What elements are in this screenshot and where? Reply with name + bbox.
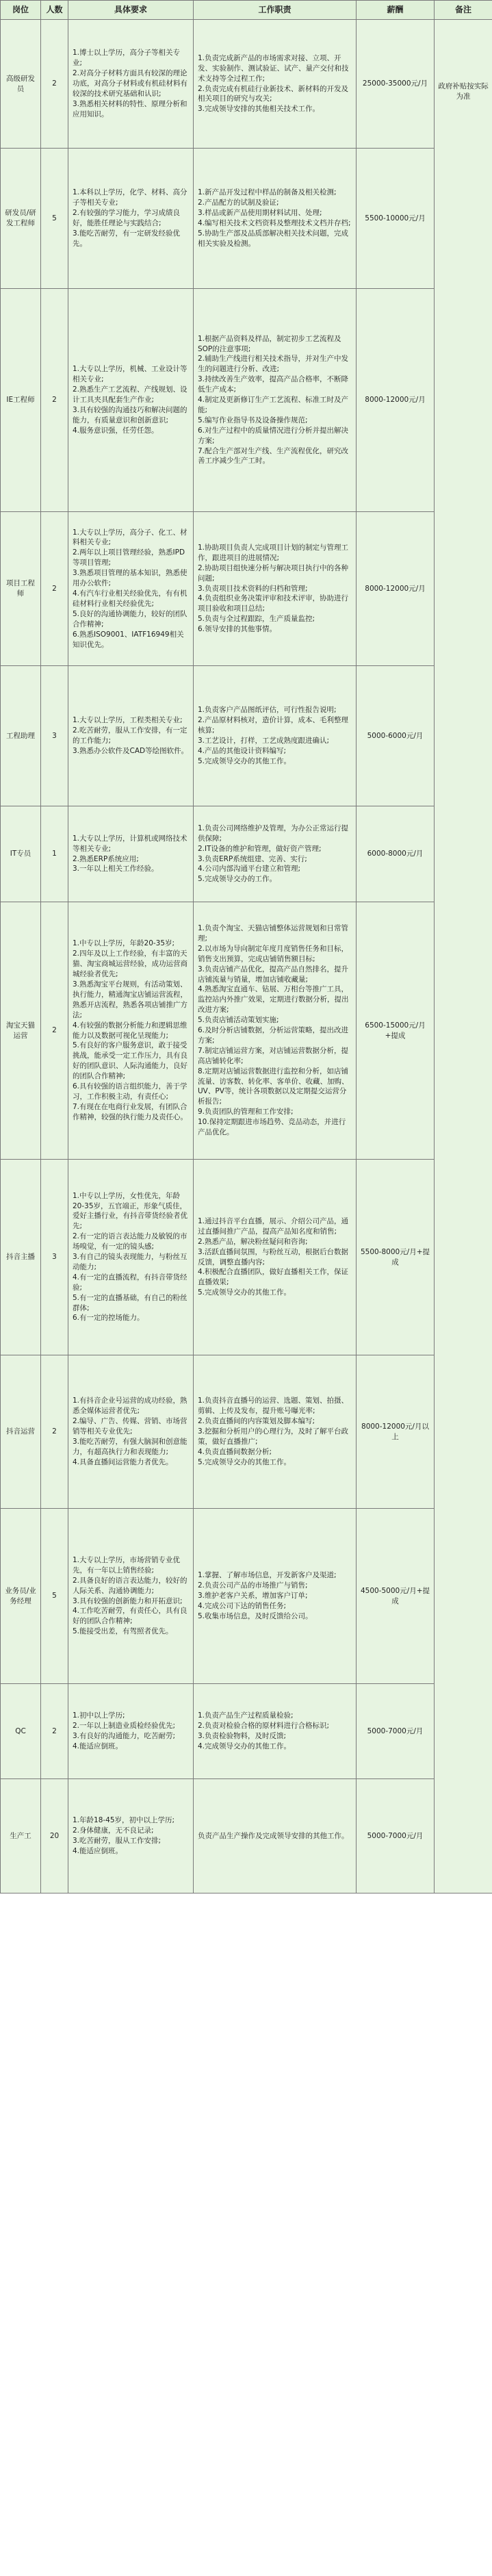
header-note: 备注 bbox=[435, 1, 492, 20]
requirements-cell bbox=[68, 806, 194, 902]
table-row bbox=[1, 1355, 492, 1509]
requirements-cell bbox=[68, 1160, 194, 1355]
position-cell: IE工程师 bbox=[1, 289, 41, 512]
position-cell: 淘宝天猫运营 bbox=[1, 902, 41, 1160]
count-cell: 2 bbox=[41, 1684, 68, 1779]
duties-cell bbox=[194, 806, 357, 902]
duty-line: 3.负责ERP系统组建、完善、实行; bbox=[198, 854, 307, 863]
requirement-line: 3.熟悉办公软件及CAD等绘图软件。 bbox=[73, 746, 189, 755]
requirement-line: 1.中专以上学历，女性优先，年龄20-35岁，五官端正，形象气质佳，爱好主播行业，有抖音带货经验者优先; bbox=[73, 1191, 187, 1231]
requirement-line: 3.熟悉相关材料的特性、原理分析和应用知识。 bbox=[73, 99, 187, 118]
table-row bbox=[1, 512, 492, 666]
requirement-line: 2.有较强的学习能力，学习成绩良好，能胜任理论与实践结合; bbox=[73, 209, 181, 227]
duty-line: 3.持续改善生产效率，提高产品合格率，不断降低生产成本; bbox=[198, 375, 349, 394]
requirement-line: 2.四年及以上工作经验，有丰富的天猫、淘宝商城运营经验，成功运营商城经验者优先; bbox=[73, 949, 187, 979]
salary-cell: 5000-7000元/月 bbox=[357, 1779, 435, 1893]
duty-line: 2.辅助生产线进行相关技术指导，并对生产中发生的问题进行分析、改进; bbox=[198, 355, 349, 374]
duty-line: 6.领导安排的其他事情。 bbox=[198, 625, 277, 634]
table-row bbox=[1, 1160, 492, 1355]
header-duties: 工作职责 bbox=[194, 1, 357, 20]
duty-line: 3.负责项目技术资料的归档和管理; bbox=[198, 584, 308, 593]
duty-line: 1.负责产品生产过程质量检验; bbox=[198, 1711, 294, 1720]
requirements-cell bbox=[68, 20, 194, 149]
requirements-cell bbox=[68, 1684, 194, 1779]
requirement-line: 6.熟悉ISO9001、IATF16949相关知识优先。 bbox=[73, 630, 184, 649]
table-row bbox=[1, 289, 492, 512]
requirement-line: 2.熟悉生产工艺流程、产线规划、设计工具夹具配套生产作业; bbox=[73, 385, 187, 405]
requirement-line: 1.大专以上学历，高分子、化工、材料相关专业; bbox=[73, 528, 187, 547]
duty-line: 1.负责个淘宝、天猫店铺整体运营规划和日常管理; bbox=[198, 923, 349, 943]
requirement-line: 2.具备良好的语言表达能力，较好的人际关系、沟通协调能力; bbox=[73, 1576, 187, 1595]
position-cell: 研发员/研发工程师 bbox=[1, 149, 41, 289]
requirements-cell bbox=[68, 1509, 194, 1684]
header-salary: 薪酬 bbox=[357, 1, 435, 20]
requirement-line: 1.大专以上学历，工程类相关专业; bbox=[73, 716, 183, 725]
requirement-line: 2.一年以上制造业质检经验优先; bbox=[73, 1722, 176, 1731]
duty-line: 2.熟悉产品，解决粉丝疑问和咨询; bbox=[198, 1237, 308, 1246]
position-cell: 抖音主播 bbox=[1, 1160, 41, 1355]
count-cell: 3 bbox=[41, 1160, 68, 1355]
duty-line: 5.编写作业指导书及设备操作规范; bbox=[198, 416, 308, 424]
requirement-line: 7.有现在在电商行业发展，有团队合作精神，较强的执行能力及责任心。 bbox=[73, 1102, 187, 1121]
duty-line: 6.对生产过程中的质量情况进行分析并提出解决方案; bbox=[198, 426, 349, 445]
duty-line: 2.产品原材料核对，造价计算，成本、毛利整理核算; bbox=[198, 716, 349, 735]
requirement-line: 4.能适应倒班。 bbox=[73, 1742, 123, 1750]
duty-line: 5.完成领导交办的其他工作。 bbox=[198, 1288, 292, 1297]
count-cell: 1 bbox=[41, 806, 68, 902]
duty-line: 1.新产品开发过程中样品的制备及相关检测; bbox=[198, 188, 337, 197]
duty-line: 8.定期对店铺运营数据进行监控和分析，如店铺流量、访客数、转化率、客单价、收藏、加购、UV、PV等，统计各项数据以及定期提交运营分析报告; bbox=[198, 1067, 349, 1106]
table-row bbox=[1, 20, 492, 149]
duty-line: 10.保持定期跟进市场趋势、竞品动态，并进行产品优化。 bbox=[198, 1118, 346, 1137]
requirement-line: 4.有一定的直播流程，有抖音带货经验; bbox=[73, 1273, 187, 1292]
requirement-line: 1.博士以上学历，高分子等相关专业; bbox=[73, 49, 181, 68]
requirement-line: 3.具有较强的沟通技巧和解决问题的能力，有质量意识和创新意识; bbox=[73, 405, 187, 424]
requirement-line: 1.有抖音企业号运营的成功经验，熟悉全媒体运营者优先; bbox=[73, 1397, 187, 1416]
position-cell: 生产工 bbox=[1, 1779, 41, 1893]
position-cell: QC bbox=[1, 1684, 41, 1779]
requirement-line: 2.两年以上项目管理经验，熟悉IPD等项目管理; bbox=[73, 548, 185, 568]
requirements-cell bbox=[68, 1779, 194, 1893]
requirement-line: 5.有一定的直播基础，有自己的粉丝群体; bbox=[73, 1293, 187, 1312]
requirement-line: 3.熟悉淘宝平台规则，有活动策划、执行能力，精通淘宝店铺运营流程，熟悉开店流程，熟悉各项店铺推广方法; bbox=[73, 980, 187, 1019]
header-row bbox=[1, 1, 492, 20]
duty-line: 1.负责抖音直播号的运营、选题、策划、拍摄、剪辑、上传及发布，提升账号曝光率; bbox=[198, 1397, 349, 1416]
requirement-line: 1.本科以上学历，化学、材料、高分子等相关专业; bbox=[73, 188, 187, 207]
requirement-line: 3.具有较强的创新能力和开拓意识; bbox=[73, 1596, 183, 1605]
duty-line: 4.制定及更新修订生产工艺流程、标准工时及产能; bbox=[198, 396, 349, 414]
duty-line: 1.掌握、了解市场信息，开发新客户及渠道; bbox=[198, 1571, 337, 1580]
duty-line: 3.维护老客户关系，增加客户订单; bbox=[198, 1592, 308, 1601]
duty-line: 4.完成领导交办的其他工作。 bbox=[198, 1742, 292, 1750]
duty-line: 7.制定店铺运营方案，对店铺运营数据分析，提高店铺转化率; bbox=[198, 1046, 349, 1065]
duty-line: 4.产品的其他设计资料编写; bbox=[198, 746, 287, 755]
requirement-line: 2.有一定的语言表达能力及敏锐的市场嗅觉，有一定的镜头感; bbox=[73, 1232, 187, 1251]
table-row bbox=[1, 1684, 492, 1779]
requirement-line: 4.工作吃苦耐劳，有责任心，具有良好的团队合作精神; bbox=[73, 1607, 187, 1626]
duty-line: 2.负责直播间的内容策划及脚本编写; bbox=[198, 1417, 315, 1426]
requirement-line: 3.有自己的镜头表现能力，与粉丝互动能力; bbox=[73, 1253, 187, 1271]
duty-line: 4.熟悉淘宝直通车、钻展、万相台等推广工具，监控站内外推广效果，定期进行数据分析，提出改进方案; bbox=[198, 985, 349, 1015]
requirement-line: 3.有良好的沟通能力，吃苦耐劳; bbox=[73, 1732, 176, 1740]
count-cell: 2 bbox=[41, 1355, 68, 1509]
duties-cell bbox=[194, 289, 357, 512]
duty-line: 2.产品配方的试制及验证; bbox=[198, 199, 279, 207]
salary-cell: 5500-8000元/月+提成 bbox=[357, 1160, 435, 1355]
requirement-line: 5.有良好的客户服务意识，敢于接受挑战，能承受一定工作压力，具有良好的团队意识、人际沟通能力，良好的团队合作精神; bbox=[73, 1041, 187, 1081]
duty-line: 1.根据产品资料及样品，制定初步工艺流程及SOP的注意事项; bbox=[198, 334, 341, 353]
requirement-line: 4.服务意识强，任劳任怨。 bbox=[73, 426, 159, 435]
salary-cell: 5500-10000元/月 bbox=[357, 149, 435, 289]
duty-line: 1.负责客户产品图纸评估，可行性报告说明; bbox=[198, 706, 337, 715]
duty-line: 4.完成公司下达的销售任务; bbox=[198, 1601, 287, 1610]
requirement-line: 6.有一定的控场能力。 bbox=[73, 1314, 144, 1323]
count-cell: 5 bbox=[41, 149, 68, 289]
duty-line: 负责产品生产操作及完成领导安排的其他工作。 bbox=[198, 1831, 349, 1840]
duties-cell bbox=[194, 1509, 357, 1684]
count-cell: 2 bbox=[41, 512, 68, 666]
requirement-line: 2.对高分子材料方面具有较深的理论功底，对高分子材料或有机硅材料有较深的技术研究基础和认识; bbox=[73, 69, 187, 98]
duties-cell bbox=[194, 512, 357, 666]
count-cell: 2 bbox=[41, 20, 68, 149]
duty-line: 5.完成领导交办的工作。 bbox=[198, 875, 277, 884]
requirement-line: 1.大专以上学历，计算机或网络技术等相关专业; bbox=[73, 834, 187, 853]
requirement-line: 6.具有较强的语言组织能力，善于学习，工作积极主动，有责任心; bbox=[73, 1082, 187, 1101]
requirement-line: 1.中专以上学历，年龄20-35岁; bbox=[73, 939, 175, 948]
duty-line: 3.样品或新产品使用期材料试用、处理; bbox=[198, 209, 322, 218]
requirement-line: 1.大专以上学历，市场营销专业优先，有一年以上销售经验; bbox=[73, 1555, 181, 1574]
requirement-line: 1.大专以上学历，机械、工业设计等相关专业; bbox=[73, 365, 187, 384]
salary-cell: 5000-6000元/月 bbox=[357, 666, 435, 806]
duty-line: 2.IT设备的维护和管理，做好资产管理; bbox=[198, 844, 322, 853]
table-row bbox=[1, 1779, 492, 1893]
duty-line: 1.协助项目负责人完成项目计划的制定与管理工作，跟进项目的进展情况; bbox=[198, 543, 349, 562]
duties-cell bbox=[194, 20, 357, 149]
duty-line: 3.负责店铺产品优化，提高产品自然排名，提升店铺流量与销量，增加店铺收藏量; bbox=[198, 965, 349, 984]
duties-cell bbox=[194, 666, 357, 806]
duty-line: 3.挖掘和分析用户的心理行为，及时了解平台政策，做好直播推广; bbox=[198, 1427, 349, 1446]
header-requirements: 具体要求 bbox=[68, 1, 194, 20]
duty-line: 2.负责完成有机硅行业新技术、新材料的开发及相关项目的研究与攻关; bbox=[198, 84, 349, 103]
duties-cell bbox=[194, 1355, 357, 1509]
salary-cell: 8000-12000元/月 bbox=[357, 512, 435, 666]
requirements-cell bbox=[68, 512, 194, 666]
duties-cell bbox=[194, 902, 357, 1160]
duty-line: 2.协助项目组快速分析与解决项目执行中的各种问题; bbox=[198, 563, 349, 583]
requirement-line: 5.能接受出差，有驾照者优先。 bbox=[73, 1627, 173, 1636]
salary-cell: 8000-12000元/月 bbox=[357, 289, 435, 512]
requirement-line: 4.具备直播间运营能力者优先。 bbox=[73, 1457, 173, 1466]
header-position: 岗位 bbox=[1, 1, 41, 20]
position-cell: 工程助理 bbox=[1, 666, 41, 806]
requirement-line: 3.一年以上相关工作经验。 bbox=[73, 865, 159, 873]
table-row bbox=[1, 1509, 492, 1684]
duty-line: 4.负责组织业务决策评审和技术评审，协助进行项目验收和项目总结; bbox=[198, 594, 349, 613]
count-cell: 20 bbox=[41, 1779, 68, 1893]
duties-cell bbox=[194, 149, 357, 289]
duties-cell bbox=[194, 1779, 357, 1893]
requirement-line: 2.熟悉ERP系统应用; bbox=[73, 854, 139, 863]
duty-line: 4.积极配合直播团队，做好直播相关工作，保证直播效果; bbox=[198, 1268, 349, 1287]
duty-line: 6.及时分析店铺数据，分析运营策略，提出改进方案; bbox=[198, 1026, 349, 1045]
duty-line: 2.以市场为导向制定年度月度销售任务和目标，销售支出预算，完成店铺销售额目标; bbox=[198, 944, 349, 963]
table-row bbox=[1, 902, 492, 1160]
duty-line: 5.完成领导交办的其他工作。 bbox=[198, 756, 292, 765]
salary-cell: 4500-5000元/月+提成 bbox=[357, 1509, 435, 1684]
requirement-line: 3.能吃苦耐劳，有强大脑洞和创意能力，有超高执行力和表现能力; bbox=[73, 1437, 187, 1456]
requirement-line: 4.有汽车行业相关经验优先，有有机硅材料行业相关经验优先; bbox=[73, 589, 187, 608]
duty-line: 5.收集市场信息，及时反馈给公司。 bbox=[198, 1611, 313, 1620]
salary-cell: 5000-7000元/月 bbox=[357, 1684, 435, 1779]
table-row bbox=[1, 666, 492, 806]
requirement-line: 1.初中以上学历; bbox=[73, 1711, 125, 1720]
duty-line: 3.活跃直播间氛围，与粉丝互动，根据后台数据反馈，调整直播内容; bbox=[198, 1247, 349, 1266]
header-count: 人数 bbox=[41, 1, 68, 20]
salary-cell: 6500-15000元/月+提成 bbox=[357, 902, 435, 1160]
duty-line: 5.协助生产部及品质部解决相关技术问题，完成相关实验及检测。 bbox=[198, 229, 349, 248]
requirement-line: 2.编导、广告、传媒、营销、市场营销等相关专业优先; bbox=[73, 1417, 187, 1436]
duty-line: 7.配合生产部对生产线、生产流程优化，研究改善工序减少生产工时。 bbox=[198, 446, 349, 466]
duty-line: 1.负责完成新产品的市场需求对接、立项、开发、实验制作、测试验证、试产、量产交付和技术支持等全过程工作; bbox=[198, 53, 349, 83]
duty-line: 3.负责检验物料，及时反馈; bbox=[198, 1732, 287, 1740]
position-cell: IT专员 bbox=[1, 806, 41, 902]
requirement-line: 5.良好的沟通协调能力，较好的团队合作精神; bbox=[73, 609, 187, 628]
position-cell: 业务员/业务经理 bbox=[1, 1509, 41, 1684]
requirements-cell bbox=[68, 289, 194, 512]
count-cell: 2 bbox=[41, 289, 68, 512]
duty-line: 4.负责直播间数据分析; bbox=[198, 1447, 272, 1456]
duty-line: 4.编写相关技术文档资料及整理技术文档并存档; bbox=[198, 219, 351, 227]
duty-line: 5.负责店铺活动策划实施; bbox=[198, 1016, 279, 1025]
requirement-line: 3.吃苦耐劳，服从工作安排; bbox=[73, 1837, 161, 1845]
requirement-line: 3.熟悉项目管理的基本知识，熟悉使用办公软件; bbox=[73, 569, 187, 588]
requirement-line: 2.吃苦耐劳，服从工作安排，有一定的工作能力; bbox=[73, 726, 187, 745]
salary-cell: 25000-35000元/月 bbox=[357, 20, 435, 149]
duty-line: 2.负责公司产品的市场推广与销售; bbox=[198, 1581, 308, 1590]
requirements-cell bbox=[68, 902, 194, 1160]
table-row bbox=[1, 149, 492, 289]
duty-line: 1.负责公司网络维护及管理，为办公正常运行提供保障; bbox=[198, 824, 349, 843]
duty-line: 9.负责团队的管理和工作安排; bbox=[198, 1108, 294, 1117]
position-cell: 抖音运营 bbox=[1, 1355, 41, 1509]
requirements-cell bbox=[68, 149, 194, 289]
duty-line: 3.完成领导安排的其他相关技术工作。 bbox=[198, 105, 320, 114]
table-row bbox=[1, 806, 492, 902]
requirement-line: 3.能吃苦耐劳，有一定研发经验优先。 bbox=[73, 229, 181, 248]
salary-cell: 6000-8000元/月 bbox=[357, 806, 435, 902]
requirement-line: 2.身体健康，无不良记录; bbox=[73, 1826, 154, 1835]
count-cell: 5 bbox=[41, 1509, 68, 1684]
duties-cell bbox=[194, 1684, 357, 1779]
salary-cell: 8000-12000元/月以上 bbox=[357, 1355, 435, 1509]
requirement-line: 4.能适应倒班。 bbox=[73, 1846, 123, 1855]
note-cell: 政府补贴按实际为准 bbox=[435, 20, 492, 1893]
requirements-cell bbox=[68, 666, 194, 806]
duty-line: 4.公司内部沟通平台建立和管理; bbox=[198, 865, 301, 873]
position-cell: 高级研发员 bbox=[1, 20, 41, 149]
duty-line: 3.工艺设计，打样，工艺成熟度跟进确认; bbox=[198, 737, 330, 745]
position-cell: 项目工程师 bbox=[1, 512, 41, 666]
count-cell: 3 bbox=[41, 666, 68, 806]
count-cell: 2 bbox=[41, 902, 68, 1160]
duty-line: 2.负责对检验合格的原材料进行合格标识; bbox=[198, 1722, 330, 1731]
duty-line: 1.通过抖音平台直播，展示、介绍公司产品，通过直播间推广产品，提高产品知名度和销售; bbox=[198, 1216, 349, 1236]
requirements-cell bbox=[68, 1355, 194, 1509]
duties-cell bbox=[194, 1160, 357, 1355]
duty-line: 5.完成领导交办的其他工作。 bbox=[198, 1457, 292, 1466]
requirement-line: 1.年龄18-45岁，初中以上学历; bbox=[73, 1816, 175, 1825]
duty-line: 5.负责与全过程跟踪，生产质量监控; bbox=[198, 615, 315, 624]
requirement-line: 4.有较强的数据分析能力和逻辑思维能力以及数据可视化呈现能力; bbox=[73, 1021, 187, 1040]
